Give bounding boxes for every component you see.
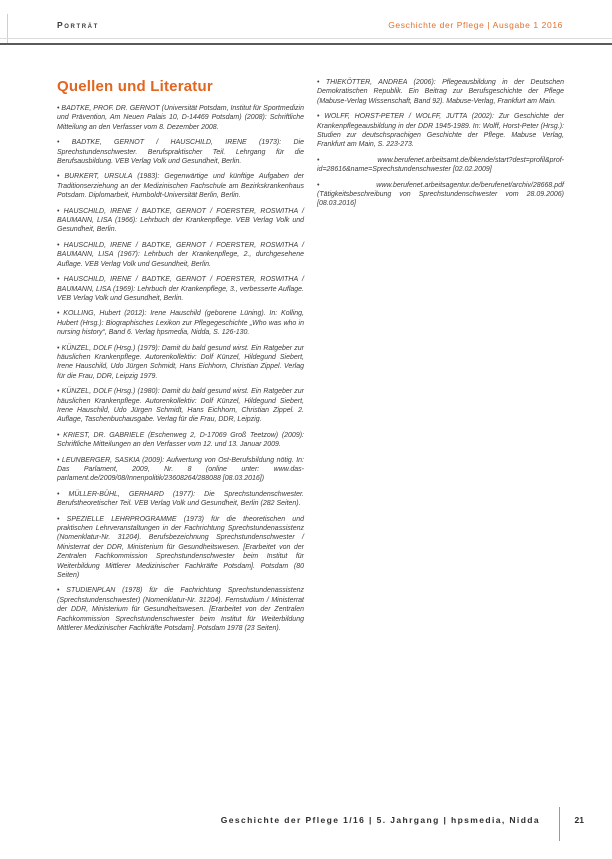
- reference-entry: • LEUNBERGER, SASKIA (2009): Aufwertung von Ost-Berufsbildung nötig. In: Das Parlament, 2009, Nr. 8 (online unter: www.das-parlament.de/2009/08/Innenpolitik/23608264/288088 [08.03.2016]): [57, 456, 304, 483]
- section-label: Porträt: [57, 20, 99, 30]
- reference-entry: • HAUSCHILD, IRENE / BADTKE, GERNOT / FOERSTER, ROSWITHA / BAUMANN, LISA (1967): Lehrbuch der Krankenpflege, 2., durchgesehene Auflage. VEB Verlag Volk und Gesundheit, Berlin.: [57, 241, 304, 268]
- page-number: 21: [574, 815, 584, 825]
- reference-entry: • BADTKE, GERNOT / HAUSCHILD, IRENE (1973): Die Sprechstundenschwester. Berufspraktischer Teil. Lehrgang für die Berufsausbildung. VEB Verlag Volk und Gesundheit, Berlin.: [57, 139, 304, 166]
- reference-entry-url: • www.berufenet.arbeitsamt.de/bkende/start?dest=profil&prof-id=28616&name=Sprechstundenschwester [02.02.2009]: [317, 156, 564, 174]
- page-header: [57, 20, 563, 30]
- reference-entry-url: • www.berufenet.arbeitsagentur.de/berufenet/archiv/28668.pdf (Tätigkeitsbeschreibung von Sprechstundenschwester vom 28.09.2006) [08.03.2016]: [317, 181, 564, 208]
- references-heading: Quellen und Literatur: [57, 78, 213, 95]
- reference-entry: • WOLFF, HORST-PETER / WOLFF, JUTTA (2002): Zur Geschichte der Krankenpflegeausbildung in der DDR 1945-1989. In: Wolff, Horst-Peter (Hrsg.): Studien zur deutschsprachigen Geschichte der Pflege. Mabuse Verlag, Frankfurt am Main, S. 223-273.: [317, 113, 564, 149]
- reference-entry: • KOLLING, Hubert (2012): Irene Hauschild (geborene Lüning). In: Kolling, Hubert (Hrsg.): Biographisches Lexikon zur Pflegegeschichte „Who was who in nursing history“, Band 6. Verlag hpsmedia, Nidda, S. 126-130.: [57, 310, 304, 337]
- reference-entry: • THIEKÖTTER, ANDREA (2006): Pflegeausbildung in der Deutschen Demokratischen Republik. Ein Beitrag zur Berufsgeschichte der Pflege (Mabuse-Verlag Wissenschaft, Band 92). Mabuse-Verlag, Frankfurt am Main.: [317, 79, 564, 105]
- reference-entry: • HAUSCHILD, IRENE / BADTKE, GERNOT / FOERSTER, ROSWITHA / BAUMANN, LISA (1966): Lehrbuch der Krankenpflege. VEB Verlag Volk und Gesundheit, Berlin.: [57, 207, 304, 234]
- reference-entry: • STUDIENPLAN (1978) für die Fachrichtung Sprechstundenassistenz (Sprechstundenschwester) (Nomenklatur-Nr. 31204). Fernstudium / Ministerrat der DDR, Ministerium für Gesundheitswesen. [Erarbeitet von der Zentralen Fachkommission Sprechstundenschwester beim Institut für Weiterbildung Mittlerer Medizinischer Fachkräfte Potsdam]. Potsdam 1978 (23 Seiten).: [57, 587, 304, 633]
- page-footer: [0, 807, 612, 841]
- footer-divider: [559, 807, 560, 841]
- reference-entry: • BURKERT, URSULA (1983): Gegenwärtige und künftige Aufgaben der Traditionserziehung an der Medizinischen Fachschule am Bezirkskrankenhaus Potsdam. Diplomarbeit, Humboldt-Universität Berlin, Berlin.: [57, 173, 304, 200]
- scan-edge-artifact: [7, 14, 8, 44]
- footer-journal-line: Geschichte der Pflege 1/16 | 5. Jahrgang | hpsmedia, Nidda: [220, 815, 540, 825]
- column-right: [317, 78, 564, 640]
- reference-entry: • MÜLLER-BÜHL, GERHARD (1977): Die Sprechstundenschwester. Berufstheoretischer Teil. VEB Verlag Volk und Gesundheit, Berlin (282 Seiten).: [57, 490, 304, 508]
- reference-entry: • HAUSCHILD, IRENE / BADTKE, GERNOT / FOERSTER, ROSWITHA / BAUMANN, LISA (1969): Lehrbuch der Krankenpflege, 3., verbesserte Auflage. VEB Verlag Volk und Gesundheit, Berlin.: [57, 276, 304, 302]
- reference-entry: • BADTKE, PROF. DR. GERNOT (Universität Potsdam, Institut für Sportmedizin und Prävention, Am Neuen Palais 10, D-14469 Potsdam) (2008): Schriftliche Mitteilung an den Verfasser vom 8. Dezember 2008.: [57, 105, 304, 131]
- references-section: [57, 78, 564, 640]
- header-rule-dark: [0, 43, 612, 45]
- column-left: [57, 78, 304, 640]
- reference-entry: • KRIEST, DR. GABRIELE (Eschenweg 2, D-17069 Groß Teetzow) (2009): Schriftliche Mitteilungen an den Verfasser vom 12. und 13. Januar 2009.: [57, 431, 304, 449]
- reference-entry: • SPEZIELLE LEHRPROGRAMME (1973) für die theoretischen und praktischen Lehrveranstaltungen in der Fachrichtung Sprechstundenassistenz (Nomenklatur-Nr. 31204). Berufsbezeichnung Sprechstundenschwester / Ministerrat der DDR, Ministerium für Gesundheitswesen. [Erarbeitet von der Zentralen Fachkommission Sprechstundenschwester beim Institut für Weiterbildung Mittlerer Medizinischer Fachkräfte Potsdam]. Potsdam (80 Seiten): [57, 515, 304, 580]
- header-rule-light: [0, 38, 612, 39]
- reference-entry: • KÜNZEL, DOLF (Hrsg.) (1979): Damit du bald gesund wirst. Ein Ratgeber zur häuslichen Krankenpflege. Autorenkollektiv: Dolf Künzel, Hildegund Siebert, Irene Hauschild, Udo Jürgen Schmidt, Hans Eichhorn, Christian Zippel. Verlag für die Frau, DDR, Leipzig 1979.: [57, 344, 304, 380]
- reference-entry: • KÜNZEL, DOLF (Hrsg.) (1980): Damit du bald gesund wirst. Ein Ratgeber zur häuslichen Krankenpflege. Autorenkollektiv: Dolf Künzel, Hildegund Siebert, Irene Hauschild, Udo Jürgen Schmidt, Hans Eichhorn, Christian Zippel. 2. Auflage, Taschenbuchausgabe. Verlag für die Frau, DDR, Leipzig.: [57, 388, 304, 424]
- issue-label: Geschichte der Pflege | Ausgabe 1 2016: [388, 20, 563, 30]
